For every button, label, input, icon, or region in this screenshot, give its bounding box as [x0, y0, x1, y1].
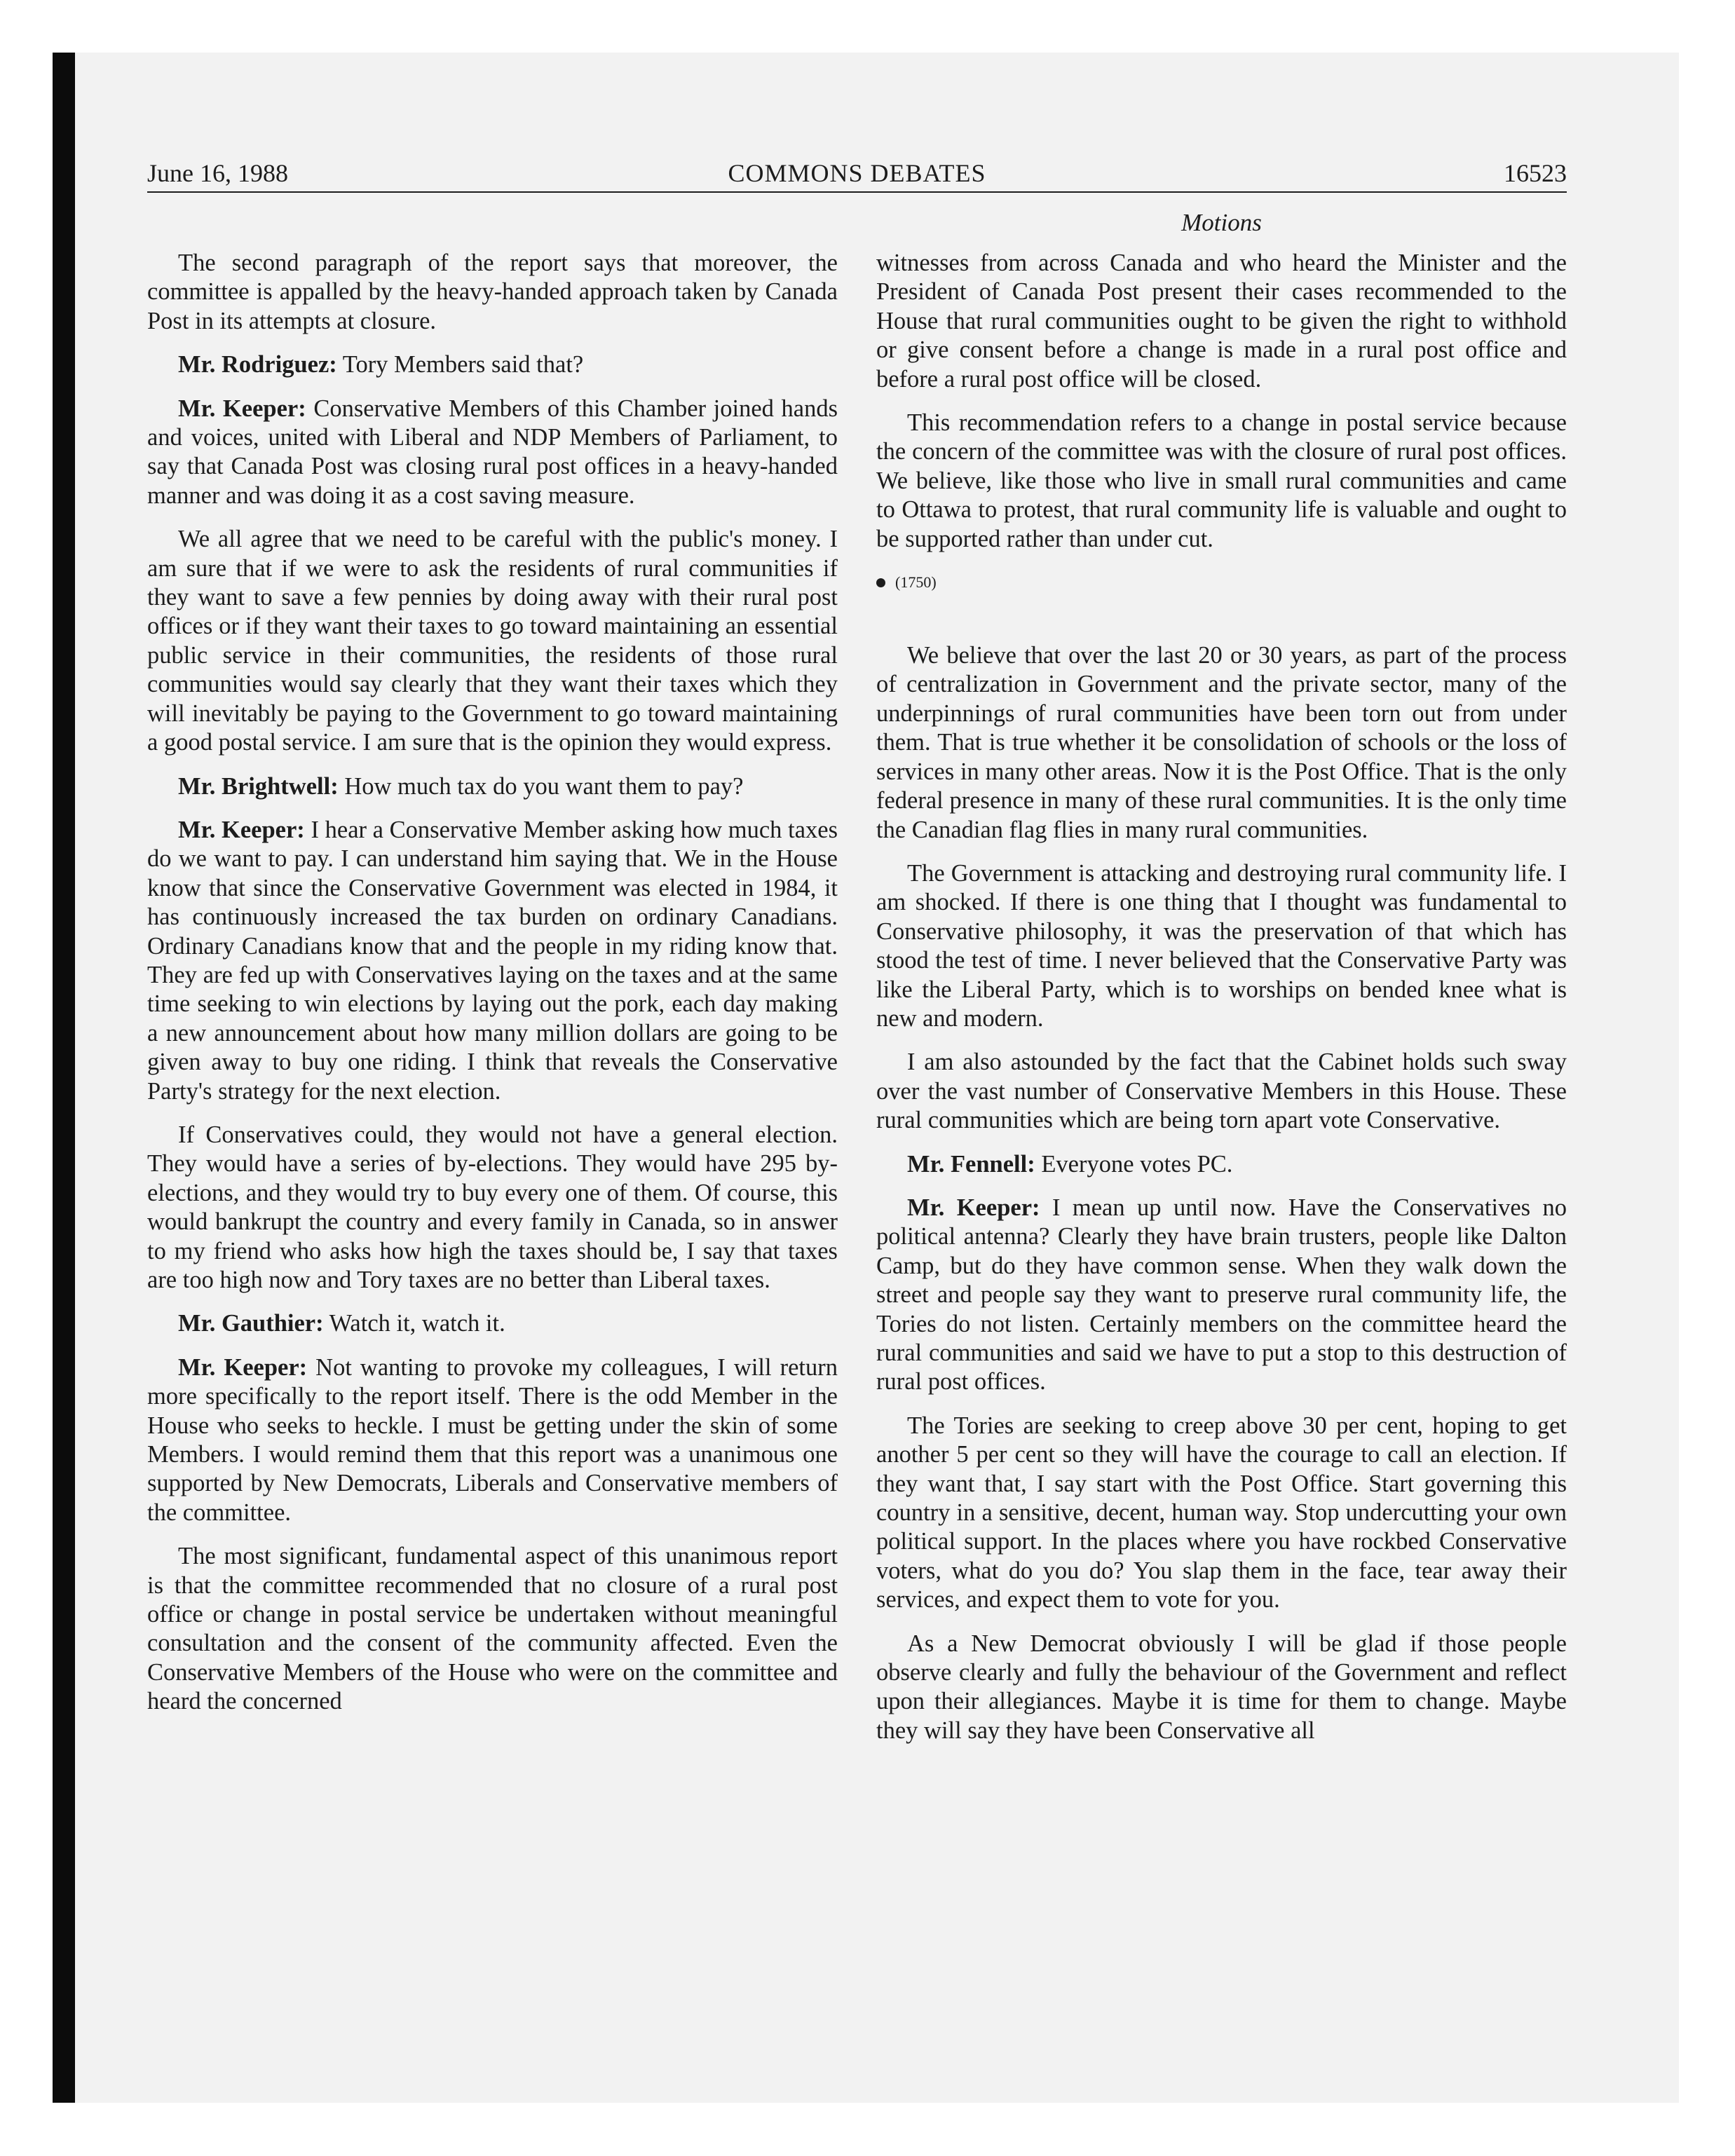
left-column: [147, 249, 838, 1731]
paragraph-text: How much tax do you want them to pay?: [344, 772, 744, 800]
paragraph: [876, 641, 1567, 845]
paragraph: [876, 409, 1567, 554]
section-title: Motions: [1181, 209, 1262, 236]
paragraph-text: The second paragraph of the report says that moreover, the committee is appalled by the heavy-handed approach taken by Canada Post in its attempts at closure.: [147, 250, 838, 334]
paragraph: [147, 249, 838, 336]
speaker-name: Mr. Brightwell:: [178, 772, 339, 800]
speaker-paragraph: [147, 1353, 838, 1527]
paragraph: [876, 1412, 1567, 1615]
speaker-name: Mr. Keeper:: [178, 395, 306, 422]
paragraph-text: witnesses from across Canada and who heard the Minister and the President of Canada Post present their cases recommended to the House that rural communities ought to be given the right to withhold or give consent before a change is made in a rural post office and before a rural post office will be closed.: [876, 250, 1567, 393]
page-header: [147, 156, 1567, 191]
paragraph-text: I mean up until now. Have the Conservatives no political antenna? Clearly they have brain trusters, people like Dalton Camp, but do they have common sense. When they walk down the street and people say they want to preserve rural community life, the Tories do not listen. Certainly members on the committee heard the rural communities and said we have to put a stop to this destruction of rural post offices.: [876, 1194, 1567, 1396]
speaker-paragraph: [147, 350, 838, 379]
paragraph: [147, 1121, 838, 1295]
paragraph-text: The most significant, fundamental aspect of this unanimous report is that the committee recommended that no closure of a rural post office or change in postal service be undertaken without meaningful consultation and the consent of the community affected. Even the Conservative Members of the House who were on the committee and heard the concerned: [147, 1543, 838, 1715]
time-marker: [876, 568, 1567, 596]
paragraph: [876, 859, 1567, 1033]
paragraph: [876, 249, 1567, 394]
paragraph: [876, 1630, 1567, 1746]
header-date: June 16, 1988: [147, 159, 288, 187]
speaker-name: Mr. Fennell:: [907, 1150, 1035, 1178]
page-number: 16523: [1504, 159, 1567, 187]
bullet-icon: [876, 578, 885, 587]
paragraph-text: Everyone votes PC.: [1041, 1150, 1233, 1178]
paragraph-text: Not wanting to provoke my colleagues, I will return more specifically to the report itself. There is the odd Member in the House who seeks to heckle. I must be getting under the skin of some Members. I would remind them that this report was a unanimous one supported by New Democrats, Liberals and Conservative members of the committee.: [147, 1353, 838, 1526]
speaker-name: Mr. Gauthier:: [178, 1310, 324, 1337]
speaker-paragraph: [876, 1194, 1567, 1397]
paragraph-text: If Conservatives could, they would not have a general election. They would have a series of by-elections. They would have 295 by-elections, and they would try to buy every one of them. Of course, this would bankrupt the country and every family in Canada, so in answer to my friend who asks how high the taxes should be, I say that taxes are too high now and Tory taxes are no better than Liberal taxes.: [147, 1121, 838, 1293]
paragraph-text: I hear a Conservative Member asking how much taxes do we want to pay. I can understand him saying that. We in the House know that since the Conservative Government was elected in 1984, it has continuously increased the tax burden on ordinary Canadians. Ordinary Canadians know that and the people in my riding know that. They are fed up with Conservatives laying on the taxes and at the same time seeking to win elections by laying out the pork, each day making a new announcement about how many million dollars are going to be given away to buy one riding. I think that reveals the Conservative Party's strategy for the next election.: [147, 816, 838, 1105]
paragraph-text: As a New Democrat obviously I will be glad if those people observe clearly and fully the behaviour of the Government and reflect upon their allegiances. Maybe it is time for them to change. Maybe they will say they have been Conservative all: [876, 1630, 1567, 1744]
right-column: [876, 249, 1567, 1760]
speaker-name: Mr. Keeper:: [907, 1194, 1040, 1221]
paragraph-text: Tory Members said that?: [342, 351, 584, 378]
paragraph: [147, 1542, 838, 1716]
paragraph-text: The Government is attacking and destroying rural community life. I am shocked. If there is one thing that I thought was fundamental to Conservative philosophy, it was the preservation of that which has stood the test of time. I never believed that the Conservative Party was like the Liberal Party, which is to worships on bended knee what is new and modern.: [876, 859, 1567, 1032]
speaker-name: Mr. Keeper:: [178, 816, 305, 843]
speaker-paragraph: [147, 395, 838, 511]
paragraph-text: We all agree that we need to be careful with the public's money. I am sure that if we were to ask the residents of rural communities if they want to save a few pennies by doing away with their rural post offices or if they want their taxes to go toward maintaining an essential public service in their communities, the residents of those rural communities would say clearly that they want their taxes which they will inevitably be paying to the Government to go toward maintaining a good postal service. I am sure that is the opinion they would express.: [147, 526, 838, 756]
paragraph-text: I am also astounded by the fact that the Cabinet holds such sway over the vast number of Conservative Members in this House. These rural communities which are being torn apart vote Conservative.: [876, 1049, 1567, 1134]
paragraph-text: Watch it, watch it.: [329, 1310, 505, 1337]
speaker-paragraph: [147, 1309, 838, 1338]
binding-edge: [53, 53, 75, 2103]
speaker-paragraph: [876, 1150, 1567, 1179]
paragraph: [147, 525, 838, 757]
paragraph-text: We believe that over the last 20 or 30 years, as part of the process of centralization in Government and the private sector, many of the underpinnings of rural communities have been torn out from under them. That is true whether it be consolidation of schools or the loss of services in many other areas. Now it is the Post Office. That is the only federal presence in many of these rural communities. It is the only time the Canadian flag flies in many rural communities.: [876, 642, 1567, 843]
header-title: COMMONS DEBATES: [728, 159, 986, 187]
time-marker-text: (1750): [895, 573, 937, 592]
speaker-name: Mr. Keeper:: [178, 1353, 308, 1381]
paragraph-text: The Tories are seeking to creep above 30 per cent, hoping to get another 5 per cent so they will have the courage to call an election. If they want that, I say start with the Post Office. Start governing this country in a sensitive, decent, human way. Stop undercutting your own political support. In the places where you have rockbed Conservative voters, what do you do? You slap them in the face, tear away their services, and expect them to vote for you.: [876, 1412, 1567, 1613]
speaker-paragraph: [147, 772, 838, 801]
paragraph-text: Conservative Members of this Chamber joined hands and voices, united with Liberal and NDP Members of Parliament, to say that Canada Post was closing rural post offices in a heavy-handed manner and was doing it as a cost saving measure.: [147, 395, 838, 509]
speaker-paragraph: [147, 816, 838, 1106]
paragraph-text: This recommendation refers to a change in postal service because the concern of the committee was with the closure of rural post offices. We believe, like those who live in small rural communities and came to Ottawa to protest, that rural community life is valuable and ought to be supported rather than under cut.: [876, 409, 1567, 552]
paragraph: [876, 1048, 1567, 1135]
header-rule: [147, 191, 1567, 193]
speaker-name: Mr. Rodriguez:: [178, 351, 337, 378]
